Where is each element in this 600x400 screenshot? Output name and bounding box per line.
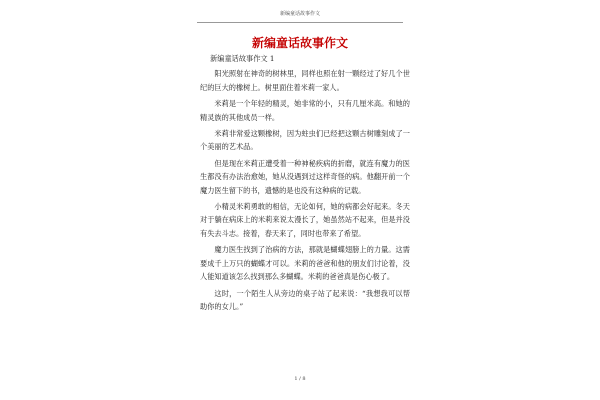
document-body (200, 52, 410, 313)
paragraph: 小精灵米莉勇敢的相信，无论如何，她的病都会好起来。冬天对于躺在病床上的米莉来说太漫长了，她虽然站不起来，但是并没有失去斗志。接着，春天来了，同时也带来了希望。 (200, 202, 410, 238)
page-header: 新编童话故事作文 (279, 11, 320, 17)
paragraph: 米莉是一个年轻的精灵，她非常的小，只有几厘米高。和她的精灵族的其他成员一样。 (200, 99, 410, 122)
page-number: 1 / 8 (294, 376, 306, 382)
paragraph: 魔力医生找到了治病的方法，那就是蝴蝶翅膀上的力量。这需要成千上万只的蝴蝶才可以。米莉的爸爸和他的朋友们讨论着，没人能知道该怎么找到那么多蝴蝶。米莉的爸爸真是伤心极了。 (200, 245, 410, 282)
paragraph: 但是现在米莉正遭受着一种神秘疾病的折磨，就连有魔力的医生都没有办法治愈她，她从没遇到过这样奇怪的病。他翻开前一个魔力医生留下的书，遗憾的是也没有这种病的记载。 (200, 158, 410, 195)
section-heading: 新编童话故事作文 1 (210, 54, 275, 63)
paragraph: 这时，一个陌生人从旁边的桌子站了起来说：“我想我可以帮助你的女儿。” (200, 288, 410, 311)
paragraph: 米莉非常爱这颗橡树，因为蛀虫们已经把这颗古树雕刻成了一个美丽的艺术品。 (200, 129, 410, 152)
paragraph: 阳光照射在神奇的树林里，同样也照在射一颗经过了好几个世纪的巨大的橡树上。树里面住着米莉一家人。 (200, 69, 410, 92)
document-title: 新编童话故事作文 (251, 36, 348, 50)
header-divider (197, 22, 403, 23)
